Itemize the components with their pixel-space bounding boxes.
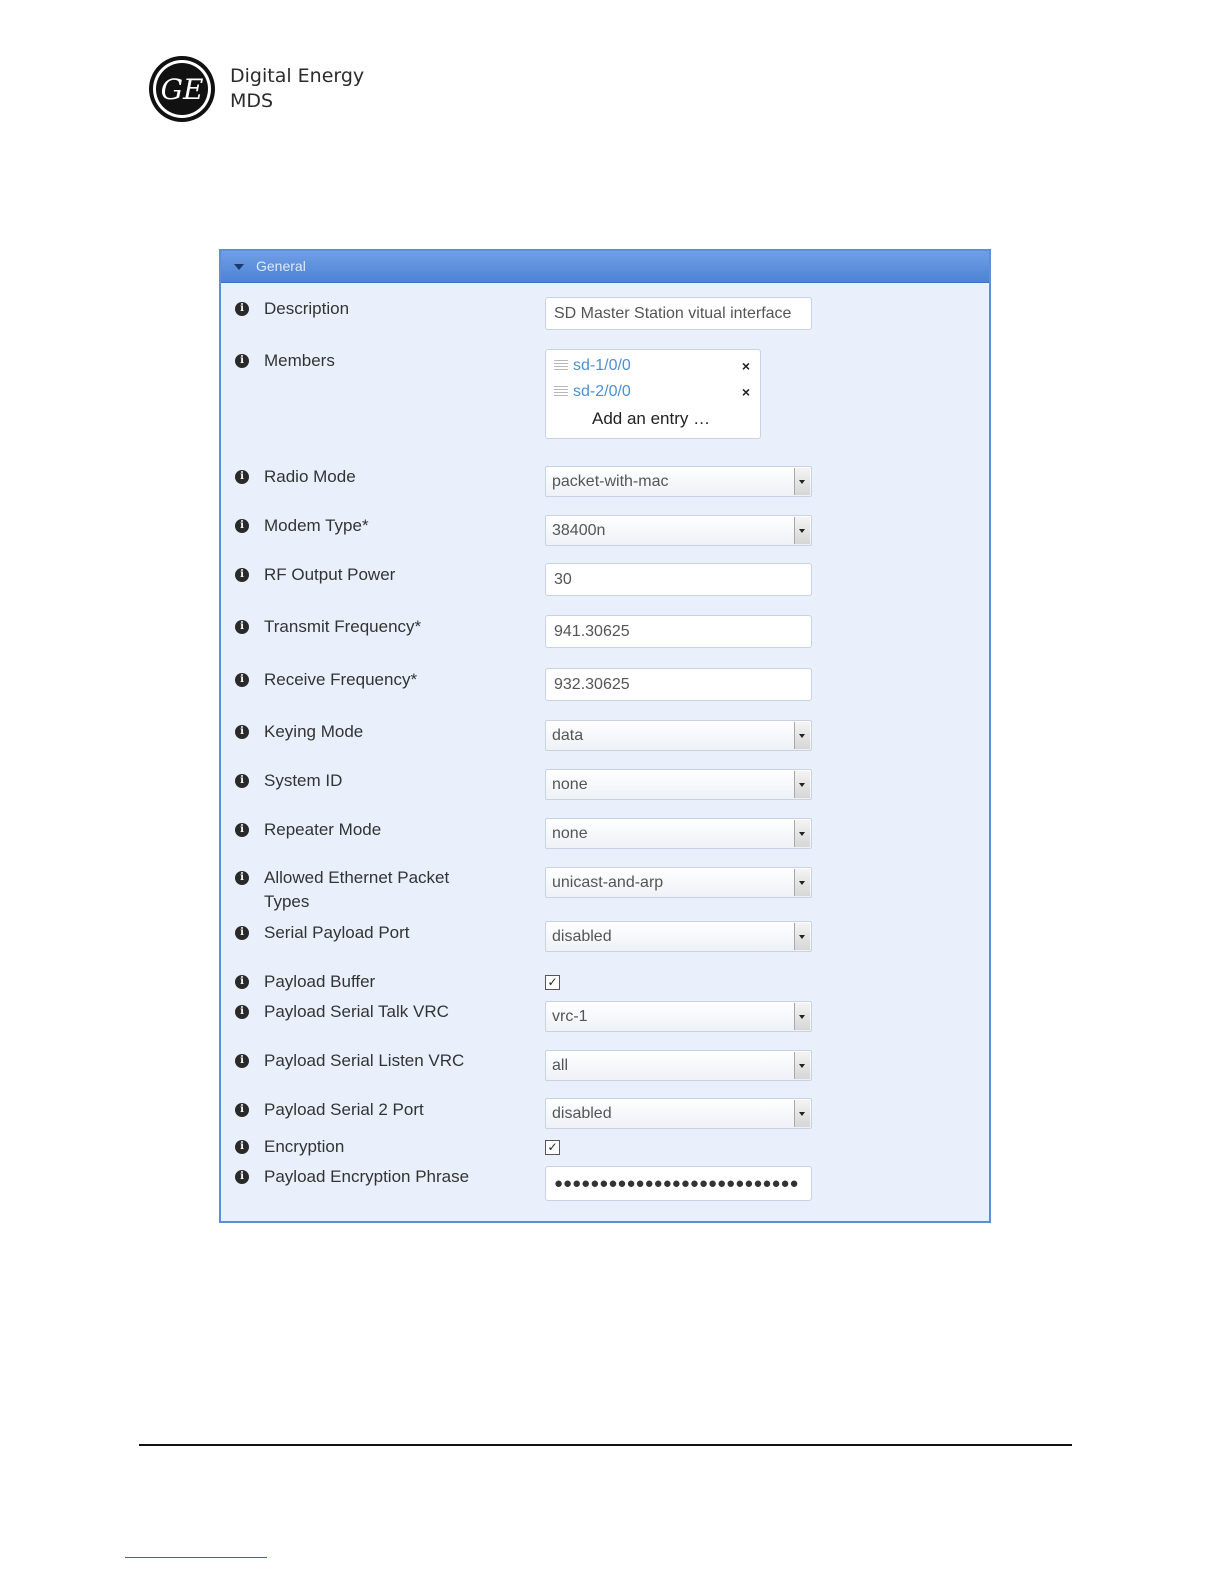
payload-serial-2-port-select[interactable] bbox=[545, 1098, 812, 1129]
keying-mode-select[interactable] bbox=[545, 720, 812, 751]
footer-divider bbox=[139, 1444, 1072, 1446]
list-item[interactable] bbox=[554, 381, 752, 403]
field-label: Transmit Frequency* bbox=[264, 617, 422, 636]
field-label: Modem Type* bbox=[264, 516, 369, 535]
encryption-checkbox[interactable]: ✓ bbox=[545, 1140, 560, 1155]
receive-frequency-input[interactable]: 932.30625 bbox=[545, 668, 812, 701]
dropdown-arrow-icon[interactable] bbox=[794, 722, 810, 749]
dropdown-arrow-icon[interactable] bbox=[794, 517, 810, 544]
info-icon[interactable]: i bbox=[235, 1103, 249, 1117]
info-icon[interactable]: i bbox=[235, 1170, 249, 1184]
list-item[interactable] bbox=[554, 355, 752, 377]
payload-serial-listen-vrc-select[interactable] bbox=[545, 1050, 812, 1081]
modem-type-select[interactable] bbox=[545, 515, 812, 546]
rf-output-power-input[interactable]: 30 bbox=[545, 563, 812, 596]
selected-value: disabled bbox=[552, 1105, 612, 1122]
info-icon[interactable]: i bbox=[235, 725, 249, 739]
members-list[interactable] bbox=[545, 349, 761, 439]
payload-serial-talk-vrc-select[interactable] bbox=[545, 1001, 812, 1032]
dropdown-arrow-icon[interactable] bbox=[794, 923, 810, 950]
field-label: RF Output Power bbox=[264, 565, 396, 584]
remove-icon[interactable]: × bbox=[741, 384, 750, 400]
payload-buffer-checkbox[interactable]: ✓ bbox=[545, 975, 560, 990]
remove-icon[interactable]: × bbox=[741, 358, 750, 374]
ge-logo bbox=[148, 55, 216, 123]
drag-handle-icon[interactable] bbox=[554, 360, 568, 372]
brand-line-1: Digital Energy bbox=[230, 65, 365, 87]
field-label: Members bbox=[264, 351, 335, 370]
dropdown-arrow-icon[interactable] bbox=[794, 771, 810, 798]
selected-value: vrc-1 bbox=[552, 1008, 588, 1025]
info-icon[interactable]: i bbox=[235, 470, 249, 484]
info-icon[interactable]: i bbox=[235, 975, 249, 989]
info-icon[interactable]: i bbox=[235, 871, 249, 885]
selected-value: all bbox=[552, 1057, 569, 1074]
brand-name bbox=[230, 64, 364, 114]
field-label: System ID bbox=[264, 771, 343, 790]
selected-value: disabled bbox=[552, 928, 612, 945]
field-label: Description bbox=[264, 299, 350, 318]
system-id-select[interactable] bbox=[545, 769, 812, 800]
footer-link-underline bbox=[125, 1557, 267, 1558]
dropdown-arrow-icon[interactable] bbox=[794, 1100, 810, 1127]
selected-value: data bbox=[552, 727, 584, 744]
field-label: Repeater Mode bbox=[264, 820, 382, 839]
field-label: Allowed Ethernet Packet Types bbox=[264, 868, 450, 911]
description-input[interactable]: SD Master Station vitual interface bbox=[545, 297, 812, 330]
field-label: Receive Frequency* bbox=[264, 670, 418, 689]
info-icon[interactable]: i bbox=[235, 354, 249, 368]
selected-value: unicast-and-arp bbox=[552, 874, 664, 891]
dropdown-arrow-icon[interactable] bbox=[794, 820, 810, 847]
info-icon[interactable]: i bbox=[235, 302, 249, 316]
info-icon[interactable]: i bbox=[235, 620, 249, 634]
logo-monogram: GE bbox=[160, 73, 204, 106]
field-label: Payload Buffer bbox=[264, 972, 376, 991]
info-icon[interactable]: i bbox=[235, 519, 249, 533]
field-label: Encryption bbox=[264, 1137, 345, 1156]
allowed-ethernet-select[interactable] bbox=[545, 867, 812, 898]
repeater-mode-select[interactable] bbox=[545, 818, 812, 849]
member-name[interactable]: sd-1/0/0 bbox=[573, 357, 631, 374]
add-entry-input[interactable]: Add an entry … bbox=[592, 409, 711, 428]
info-icon[interactable]: i bbox=[235, 823, 249, 837]
dropdown-arrow-icon[interactable] bbox=[794, 1052, 810, 1079]
info-icon[interactable]: i bbox=[235, 926, 249, 940]
selected-value: none bbox=[552, 776, 588, 793]
field-label: Payload Serial 2 Port bbox=[264, 1100, 424, 1119]
field-label: Payload Serial Talk VRC bbox=[264, 1002, 449, 1021]
info-icon[interactable]: i bbox=[235, 1140, 249, 1154]
selected-value: none bbox=[552, 825, 588, 842]
info-icon[interactable]: i bbox=[235, 673, 249, 687]
serial-payload-port-select[interactable] bbox=[545, 921, 812, 952]
selected-value: 38400n bbox=[552, 522, 606, 539]
drag-handle-icon[interactable] bbox=[554, 386, 568, 398]
info-icon[interactable]: i bbox=[235, 1054, 249, 1068]
general-panel bbox=[219, 249, 991, 1223]
brand-line-2: MDS bbox=[230, 90, 274, 112]
field-label: Radio Mode bbox=[264, 467, 356, 486]
encryption-phrase-input[interactable]: ●●●●●●●●●●●●●●●●●●●●●●●●●●● bbox=[545, 1166, 812, 1201]
field-label: Payload Serial Listen VRC bbox=[264, 1051, 465, 1070]
field-label: Serial Payload Port bbox=[264, 923, 410, 942]
info-icon[interactable]: i bbox=[235, 774, 249, 788]
member-name[interactable]: sd-2/0/0 bbox=[573, 383, 631, 400]
radio-mode-select[interactable] bbox=[545, 466, 812, 497]
field-label: Keying Mode bbox=[264, 722, 364, 741]
dropdown-arrow-icon[interactable] bbox=[794, 869, 810, 896]
info-icon[interactable]: i bbox=[235, 1005, 249, 1019]
dropdown-arrow-icon[interactable] bbox=[794, 468, 810, 495]
selected-value: packet-with-mac bbox=[552, 473, 669, 490]
dropdown-arrow-icon[interactable] bbox=[794, 1003, 810, 1030]
field-label: Payload Encryption Phrase bbox=[264, 1167, 470, 1186]
info-icon[interactable]: i bbox=[235, 568, 249, 582]
transmit-frequency-input[interactable]: 941.30625 bbox=[545, 615, 812, 648]
panel-header[interactable] bbox=[221, 251, 989, 283]
collapse-caret-icon[interactable] bbox=[234, 264, 244, 270]
panel-title: General bbox=[256, 258, 306, 274]
